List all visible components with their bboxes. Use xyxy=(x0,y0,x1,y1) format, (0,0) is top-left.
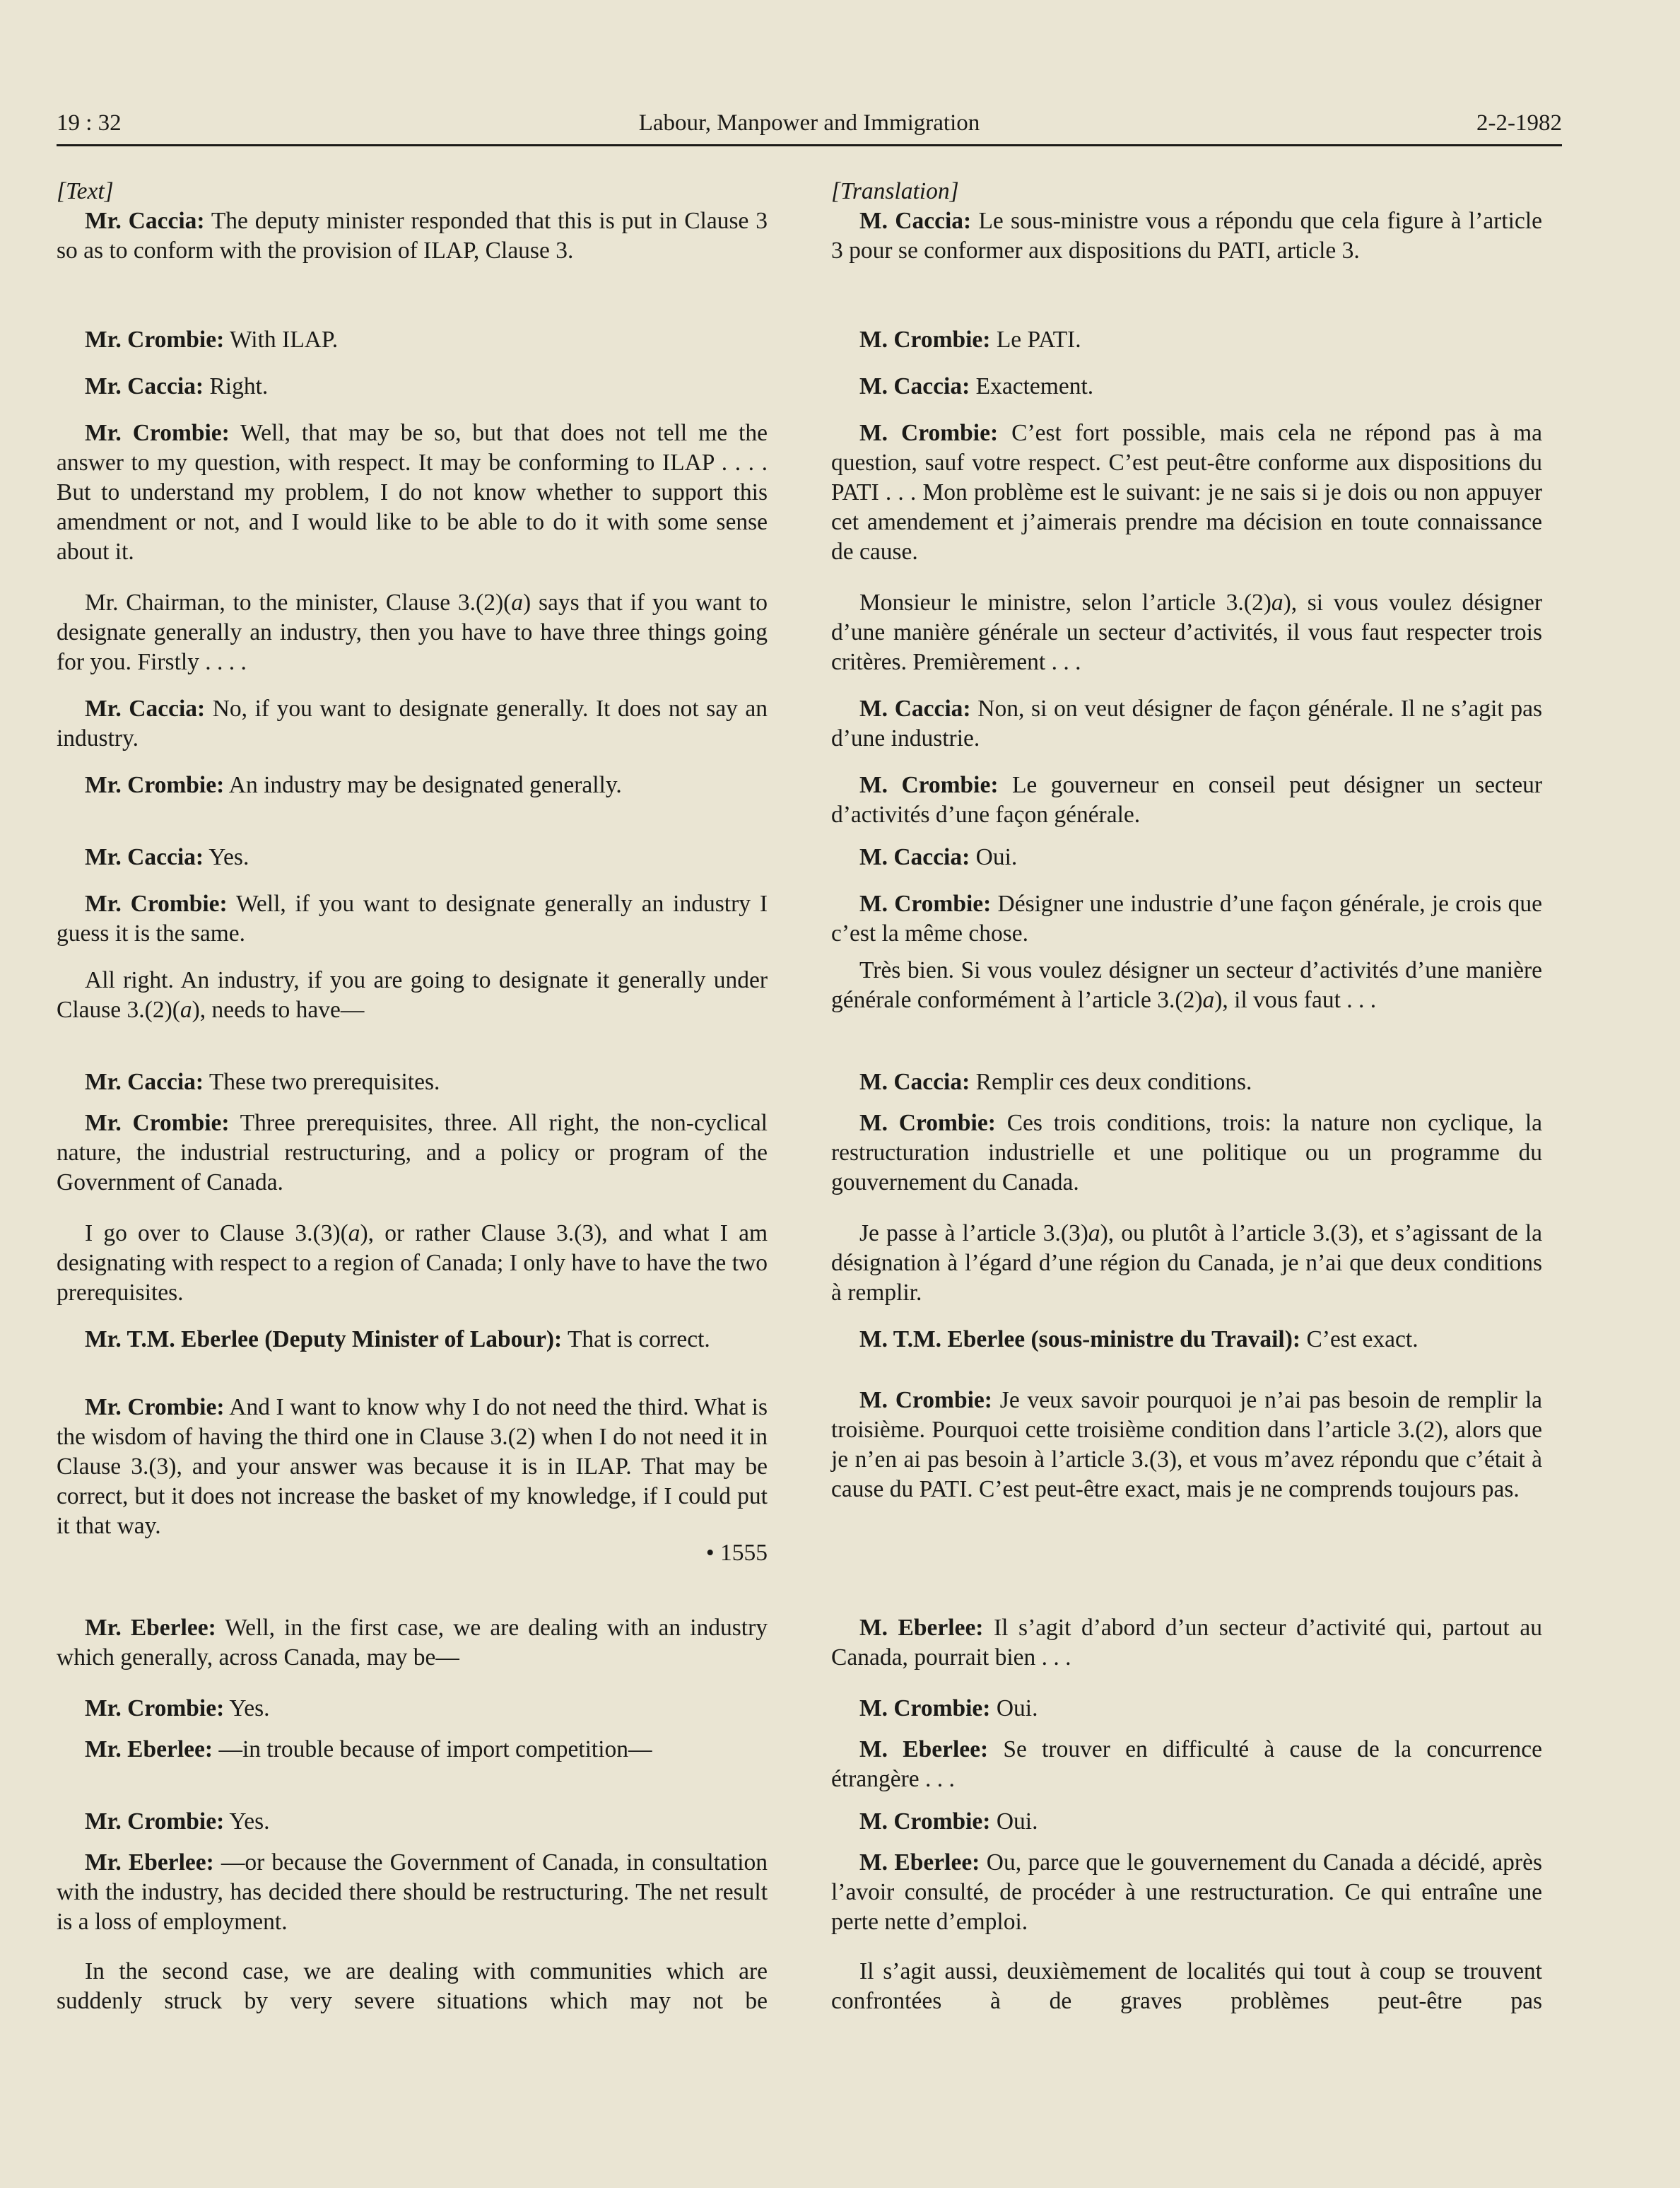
paragraph: M. Crombie: Oui. xyxy=(859,1808,1038,1835)
paragraph: Mr. Crombie: With ILAP. xyxy=(85,327,339,353)
paragraph: Mr. Crombie: Well, if you want to designate generally an industry I guess it is the same. xyxy=(57,891,768,947)
paragraph: M. Caccia: Oui. xyxy=(859,844,1018,870)
paragraph: M. Crombie: Oui. xyxy=(859,1695,1038,1721)
paragraph: M. Crombie: Désigner une industrie d’une façon générale, je crois que c’est la même chose. xyxy=(831,891,1542,947)
section-label-translation: [Translation] xyxy=(831,178,959,204)
paragraph: Mr. Caccia: No, if you want to designate generally. It does not say an industry. xyxy=(57,696,768,751)
paragraph: Très bien. Si vous voulez désigner un secteur d’activités d’une manière générale conformément à l’article 3.(2)a), il vous faut . . . xyxy=(831,957,1542,1013)
paragraph: I go over to Clause 3.(3)(a), or rather Clause 3.(3), and what I am designating with respect to a region of Canada; I only have to have the two prerequisites. xyxy=(57,1220,768,1306)
paragraph: M. Caccia: Non, si on veut désigner de façon générale. Il ne s’agit pas d’une industrie. xyxy=(831,696,1542,751)
paragraph: Mr. Crombie: Yes. xyxy=(85,1808,270,1835)
paragraph: Monsieur le ministre, selon l’article 3.(2)a), si vous voulez désigner d’une manière générale un secteur d’activités, il vous faut respecter trois critères. Premièrement . . . xyxy=(831,590,1542,675)
paragraph: Mr. Eberlee: Well, in the first case, we are dealing with an industry which generally, across Canada, may be— xyxy=(57,1615,768,1671)
paragraph: M. Eberlee: Il s’agit d’abord d’un secteur d’activité qui, partout au Canada, pourrait bien . . . xyxy=(831,1615,1542,1671)
paragraph: Mr. T.M. Eberlee (Deputy Minister of Labour): That is correct. xyxy=(85,1326,710,1352)
paragraph: Mr. Crombie: And I want to know why I do not need the third. What is the wisdom of having the third one in Clause 3.(2) when I do not need it in Clause 3.(3), and your answer was because it is in ILAP. That may be correct, but it does not increase the basket of my knowledge, if I could put it that way. xyxy=(57,1394,768,1539)
paragraph: M. Crombie: Le gouverneur en conseil peut désigner un secteur d’activités d’une façon générale. xyxy=(831,772,1542,828)
paragraph: M. Crombie: Le PATI. xyxy=(859,327,1081,353)
paragraph: Mr. Crombie: Well, that may be so, but that does not tell me the answer to my question, with respect. It may be conforming to ILAP . . . . But to understand my problem, I do not know whether to support this amendment or not, and I would like to be able to do it with some sense about it. xyxy=(57,420,768,565)
paragraph: Mr. Chairman, to the minister, Clause 3.(2)(a) says that if you want to designate generally an industry, then you have to have three things going for you. Firstly . . . . xyxy=(57,590,768,675)
paragraph: Mr. Caccia: Right. xyxy=(85,373,269,399)
paragraph: Mr. Eberlee: —in trouble because of import competition— xyxy=(85,1736,652,1762)
section-label-text: [Text] xyxy=(57,178,114,204)
paragraph: M. Crombie: Ces trois conditions, trois: la nature non cyclique, la restructuration industrielle et une politique ou un programme du gouvernement du Canada. xyxy=(831,1110,1542,1195)
paragraph: M. Eberlee: Ou, parce que le gouvernement du Canada a décidé, après l’avoir consulté, de procéder à une restructuration. Ce qui entraîne une perte nette d’emploi. xyxy=(831,1849,1542,1935)
paragraph: Mr. Crombie: Yes. xyxy=(85,1695,270,1721)
paragraph: All right. An industry, if you are going to designate it generally under Clause 3.(2)(a), needs to have— xyxy=(57,967,768,1023)
paragraph: Mr. Caccia: These two prerequisites. xyxy=(85,1069,440,1095)
paragraph: M. T.M. Eberlee (sous-ministre du Travail): C’est exact. xyxy=(859,1326,1418,1352)
time-marker: • 1555 xyxy=(705,1540,768,1566)
committee-title: Labour, Manpower and Immigration xyxy=(638,110,980,136)
paragraph: Mr. Crombie: Three prerequisites, three. All right, the non-cyclical nature, the industrial restructuring, and a policy or program of the Government of Canada. xyxy=(57,1110,768,1195)
paragraph: Mr. Crombie: An industry may be designated generally. xyxy=(85,772,622,798)
running-header xyxy=(57,106,1562,146)
paragraph: M. Caccia: Exactement. xyxy=(859,373,1094,399)
paragraph: Il s’agit aussi, deuxièmement de localités qui tout à coup se trouvent confrontées à de graves problèmes peut-être pas xyxy=(831,1958,1542,2014)
paragraph: M. Crombie: C’est fort possible, mais cela ne répond pas à ma question, sauf votre respect. C’est peut-être conforme aux dispositions du PATI . . . Mon problème est le suivant: je ne sais si je dois ou non appuyer cet amendement et j’aimerais prendre ma décision en toute connaissance de cause. xyxy=(831,420,1542,565)
meeting-date: 2-2-1982 xyxy=(1476,110,1562,136)
paragraph: Je passe à l’article 3.(3)a), ou plutôt à l’article 3.(3), et s’agissant de la désignation à l’égard d’une région du Canada, je n’ai que deux conditions à remplir. xyxy=(831,1220,1542,1306)
page-number: 19 : 32 xyxy=(57,110,122,136)
paragraph: M. Crombie: Je veux savoir pourquoi je n’ai pas besoin de remplir la troisième. Pourquoi cette troisième condition dans l’article 3.(2), alors que je n’en ai pas besoin à l’article 3.(3), et vous m’avez répondu que c’était à cause du PATI. C’est peut-être exact, mais je ne comprends toujours pas. xyxy=(831,1387,1542,1502)
paragraph: M. Caccia: Remplir ces deux conditions. xyxy=(859,1069,1252,1095)
paragraph: Mr. Caccia: The deputy minister responded that this is put in Clause 3 so as to conform with the provision of ILAP, Clause 3. xyxy=(57,208,768,264)
paragraph: M. Eberlee: Se trouver en difficulté à cause de la concurrence étrangère . . . xyxy=(831,1736,1542,1792)
paragraph: In the second case, we are dealing with communities which are suddenly struck by very severe situations which may not be xyxy=(57,1958,768,2014)
paragraph: Mr. Caccia: Yes. xyxy=(85,844,249,870)
paragraph: M. Caccia: Le sous-ministre vous a répondu que cela figure à l’article 3 pour se conformer aux dispositions du PATI, article 3. xyxy=(831,208,1542,264)
paragraph: Mr. Eberlee: —or because the Government of Canada, in consultation with the industry, has decided there should be restructuring. The net result is a loss of employment. xyxy=(57,1849,768,1935)
